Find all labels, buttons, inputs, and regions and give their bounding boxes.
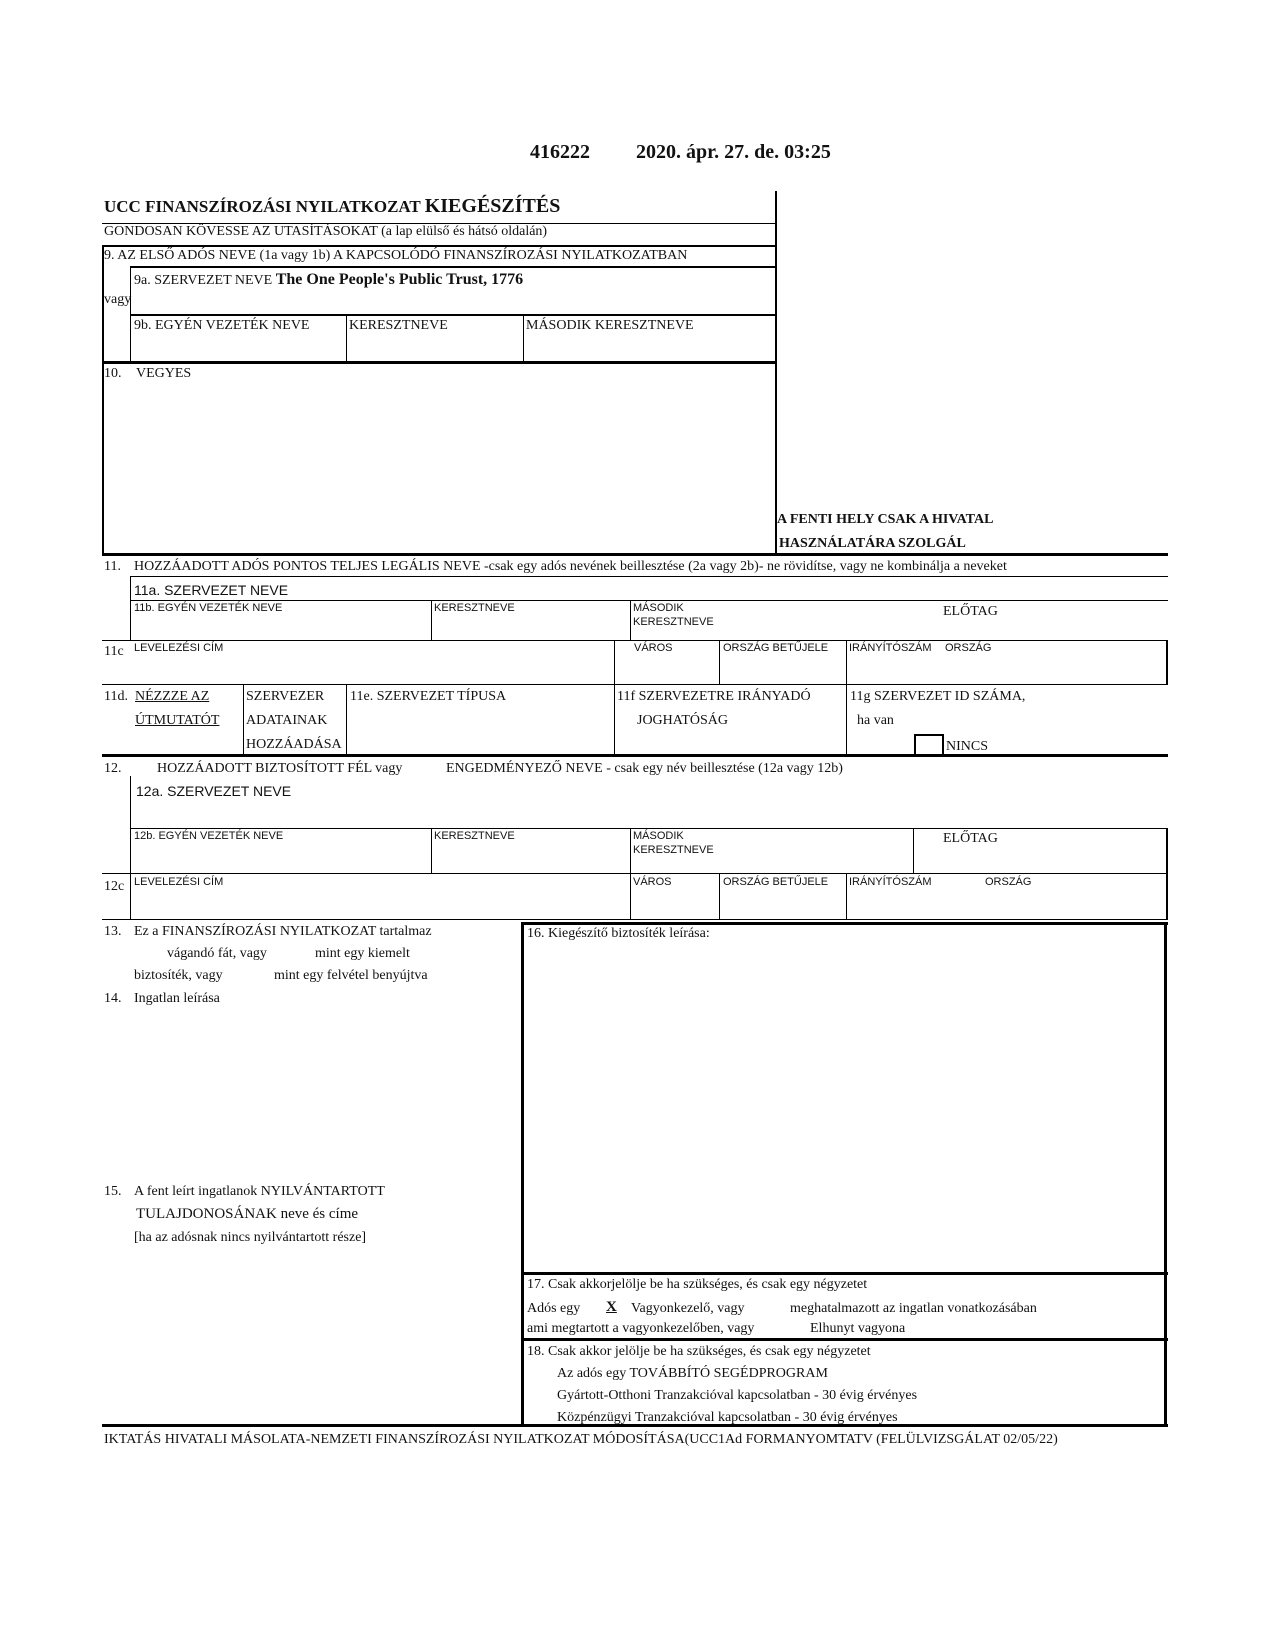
collateral-option: biztosíték, vagy	[134, 968, 223, 983]
s11c-number: 11c	[104, 644, 124, 659]
authorized-option: meghatalmazott az ingatlan vonatkozásában	[790, 1301, 1037, 1316]
s16-right-border	[1164, 922, 1167, 1426]
s12-middle-name-label-2: KERESZTNEVE	[633, 844, 714, 856]
divider	[1166, 828, 1168, 874]
s16-top-border	[521, 922, 1168, 925]
s12-city-label: VÁROS	[633, 876, 672, 888]
divider	[431, 600, 432, 640]
office-use-note: A FENTI HELY CSAK A HIVATAL	[777, 512, 994, 527]
divider	[130, 600, 1168, 601]
divider	[130, 314, 131, 362]
add-org-info-label: SZERVEZER	[246, 689, 325, 704]
section-11-number: 11.	[104, 559, 121, 574]
divider	[102, 684, 1168, 685]
divider	[130, 828, 1168, 829]
divider	[102, 919, 1168, 920]
trustee-option: Vagyonkezelő, vagy	[631, 1301, 745, 1316]
s12-zip-label: IRÁNYÍTÓSZÁM	[849, 876, 932, 888]
form-instructions: GONDOSAN KÖVESSE AZ UTASÍTÁSOKAT (a lap elülső és hátsó oldalán)	[104, 224, 548, 239]
section-14-number: 14.	[104, 991, 122, 1006]
section-13-label: Ez a FINANSZÍROZÁSI NYILATKOZAT tartalmaz	[134, 924, 432, 939]
section-10-label: VEGYES	[136, 366, 192, 381]
s17-top-border	[521, 1272, 1168, 1275]
s12-country-label: ORSZÁG	[985, 876, 1032, 888]
divider	[130, 576, 1168, 577]
section-12-top-border	[102, 754, 1168, 757]
s12-middle-name-label: MÁSODIK	[633, 830, 684, 842]
file-number: 416222	[530, 141, 590, 163]
section-10-number: 10.	[104, 366, 122, 381]
fixture-option: mint egy kiemelt	[315, 946, 410, 961]
s12-first-name-label: KERESZTNEVE	[434, 830, 515, 842]
divider	[102, 245, 775, 247]
add-org-info-label-3: HOZZÁADÁSA	[246, 737, 342, 752]
s9-middle-name-label: MÁSODIK KERESZTNEVE	[526, 318, 694, 333]
section-14-label: Ingatlan leírása	[134, 991, 220, 1006]
divider	[846, 873, 847, 920]
section-12-number: 12.	[104, 761, 122, 776]
s12b-last-name-label: 12b. EGYÉN VEZETÉK NEVE	[134, 830, 284, 842]
form-footer: IKTATÁS HIVATALI MÁSOLATA-NEMZETI FINANSZÍROZÁSI NYILATKOZAT MÓDOSÍTÁSA(UCC1Ad FORMANYOMTATV (FELÜLVIZSGÁLAT 02/05/22)	[104, 1432, 1058, 1447]
trust-held-text: ami megtartott a vagyonkezelőben, vagy	[527, 1321, 755, 1336]
s11-first-name-label: KERESZTNEVE	[434, 602, 515, 614]
filing-option: mint egy felvétel benyújtva	[274, 968, 428, 983]
divider	[1166, 873, 1168, 920]
section-17-label: 17. Csak akkorjelölje be ha szükséges, és csak egy négyzetet	[527, 1277, 868, 1292]
section-15-label-2: TULAJDONOSÁNAK neve és címe	[136, 1206, 359, 1222]
divider	[130, 576, 131, 640]
public-finance-option: Közpénzügyi Tranzakcióval kapcsolatban - 30 évig érvényes	[557, 1410, 898, 1425]
section-11-label: HOZZÁADOTT ADÓS PONTOS TELJES LEGÁLIS NEVE -csak egy adós nevének beillesztése (2a vagy 2b)- ne rövidítse, vagy ne kombinálja a neveket	[134, 559, 1007, 574]
s18-top-border	[521, 1338, 1168, 1341]
section-12-label: HOZZÁADOTT BIZTOSÍTOTT FÉL vagy	[157, 761, 403, 776]
debtor-label: Adós egy	[527, 1301, 581, 1316]
s11-zip-label: IRÁNYÍTÓSZÁM	[849, 642, 932, 654]
divider	[630, 873, 631, 920]
section-12-label-2: ENGEDMÉNYEZŐ NEVE - csak egy név beillesztése (12a vagy 12b)	[446, 761, 843, 776]
section-15-label-3: [ha az adósnak nincs nyilvántartott része]	[134, 1230, 367, 1245]
section-16-label: 16. Kiegészítő biztosíték leírása:	[527, 926, 710, 941]
divider	[130, 266, 775, 268]
divider	[1166, 640, 1168, 685]
section-15-label: A fent leírt ingatlanok NYILVÁNTARTOTT	[134, 1184, 385, 1199]
divider	[719, 873, 720, 920]
s11c-mailing-address-label: LEVELEZÉSI CÍM	[134, 642, 224, 654]
section-13-number: 13.	[104, 924, 122, 939]
divider	[630, 828, 631, 874]
timber-option: vágandó fát, vagy	[167, 946, 267, 961]
divider	[130, 776, 131, 874]
divider	[913, 828, 914, 874]
none-checkbox[interactable]	[914, 734, 944, 756]
see-instructions-link-2[interactable]: ÚTMUTATÓT	[135, 713, 220, 728]
s16-left-border	[521, 922, 524, 1426]
s9-first-name-label: KERESZTNEVE	[349, 318, 448, 333]
s11f-jurisdiction-label-2: JOGHATÓSÁG	[637, 713, 729, 728]
section-15-number: 15.	[104, 1184, 122, 1199]
s9b-last-name-label: 9b. EGYÉN VEZETÉK NEVE	[134, 318, 310, 333]
divider	[130, 873, 131, 920]
decedent-estate-option: Elhunyt vagyona	[810, 1321, 906, 1336]
s12c-number: 12c	[104, 879, 125, 894]
section-9-label: 9. AZ ELSŐ ADÓS NEVE (1a vagy 1b) A KAPCSOLÓDÓ FINANSZÍROZÁSI NYILATKOZATBAN	[104, 248, 688, 263]
add-org-info-label-2: ADATAINAK	[246, 713, 328, 728]
office-use-note-2: HASZNÁLATÁRA SZOLGÁL	[779, 536, 966, 551]
section-18-label: 18. Csak akkor jelölje be ha szükséges, és csak egy négyzetet	[527, 1344, 871, 1359]
form-title: UCC FINANSZÍROZÁSI NYILATKOZAT KIEGÉSZÍTÉS	[104, 195, 561, 217]
divider	[102, 640, 1168, 641]
divider	[614, 640, 615, 755]
s11d-number: 11d.	[104, 689, 128, 704]
s11b-last-name-label: 11b. EGYÉN VEZETÉK NEVE	[134, 602, 283, 614]
divider	[102, 873, 1168, 874]
or-label: vagy	[104, 292, 132, 307]
divider	[102, 223, 775, 224]
divider	[431, 828, 432, 874]
s9a-org-name: 9a. SZERVEZET NEVE The One People's Public Trust, 1776	[134, 271, 524, 288]
divider	[523, 314, 524, 362]
divider	[346, 684, 347, 754]
s11e-org-type-label: 11e. SZERVEZET TÍPUSA	[350, 689, 507, 704]
divider	[630, 600, 631, 640]
s12c-mailing-address-label: LEVELEZÉSI CÍM	[134, 876, 224, 888]
s11g-org-id-label-2: ha van	[857, 713, 894, 728]
divider	[243, 684, 244, 754]
s11-state-label: ORSZÁG BETŰJELE	[723, 642, 829, 654]
divider	[719, 640, 720, 685]
s11-city-label: VÁROS	[634, 642, 673, 654]
s11-middle-name-label: MÁSODIK	[633, 602, 684, 614]
s12-state-label: ORSZÁG BETŰJELE	[723, 876, 829, 888]
s11-suffix-label: ELŐTAG	[943, 604, 998, 619]
section-11-top-border	[102, 553, 1168, 556]
trustee-checkmark[interactable]: X	[606, 1299, 617, 1315]
manufactured-home-option: Gyártott-Otthoni Tranzakcióval kapcsolatban - 30 évig érvényes	[557, 1388, 918, 1403]
top-block-right-border	[775, 191, 777, 553]
none-label: NINCS	[946, 739, 989, 754]
s11-country-label: ORSZÁG	[945, 642, 992, 654]
divider	[130, 314, 775, 316]
transmitting-utility-option: Az adós egy TOVÁBBÍTÓ SEGÉDPROGRAM	[557, 1366, 828, 1381]
filing-timestamp: 2020. ápr. 27. de. 03:25	[636, 141, 831, 163]
divider	[102, 361, 775, 364]
see-instructions-link[interactable]: NÉZZZE AZ	[135, 689, 210, 704]
s11-middle-name-label-2: KERESZTNEVE	[633, 616, 714, 628]
s11a-org-name-label: 11a. SZERVEZET NEVE	[134, 582, 289, 598]
s12a-org-name-label: 12a. SZERVEZET NEVE	[136, 783, 292, 799]
s12-suffix-label: ELŐTAG	[943, 831, 998, 846]
s11f-jurisdiction-label: 11f SZERVEZETRE IRÁNYADÓ	[617, 689, 811, 704]
divider	[346, 314, 347, 362]
s11g-org-id-label: 11g SZERVEZET ID SZÁMA,	[850, 689, 1026, 704]
divider	[846, 640, 847, 755]
